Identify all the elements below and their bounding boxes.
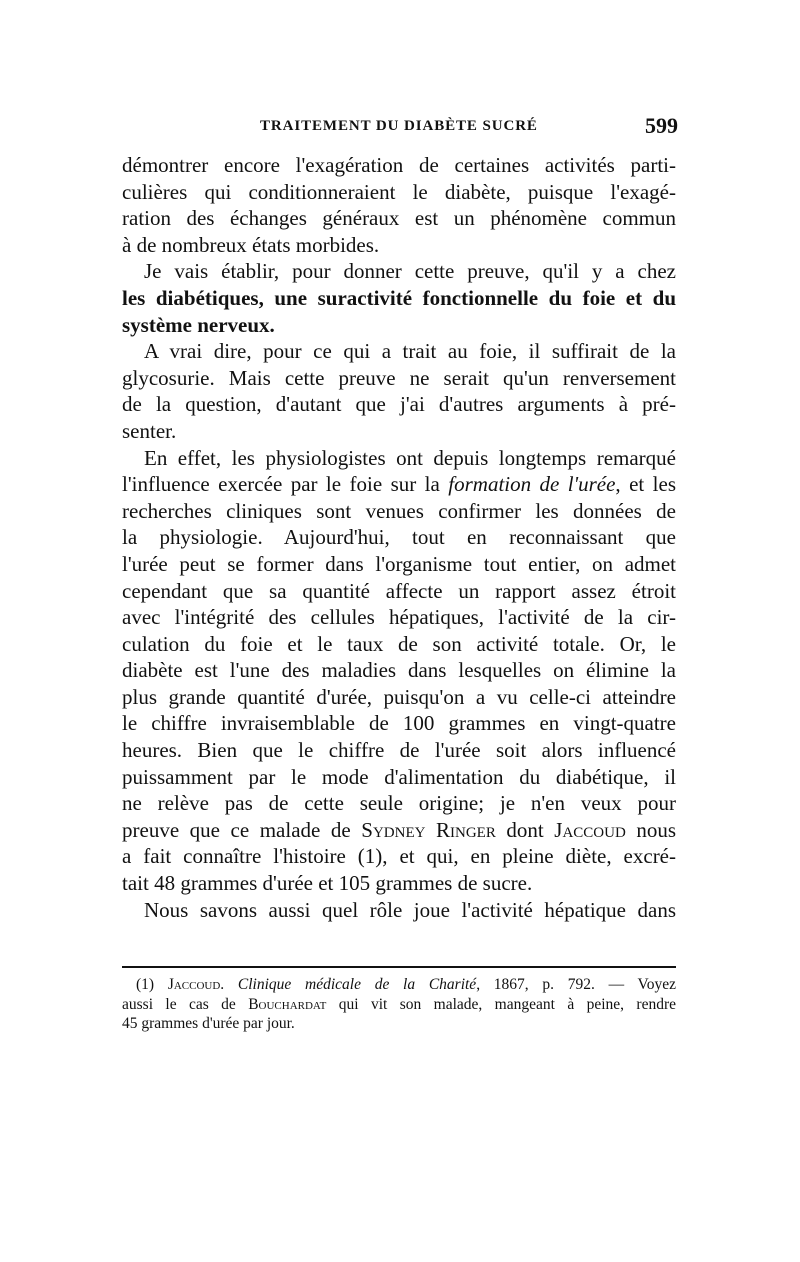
text-line: preuve que ce malade de Sydney Ringer dont Jaccoud nous xyxy=(122,817,676,842)
text-line: En effet, les physiologistes ont depuis longtemps remarqué xyxy=(144,445,676,470)
text-line: démontrer encore l'exagération de certaines activités parti- xyxy=(122,153,676,177)
text-line: tait 48 grammes d'urée et 105 grammes de sucre. xyxy=(122,871,533,896)
text-line: puissamment par le mode d'alimentation du diabétique, il xyxy=(122,764,676,789)
text-line: ne relève pas de cette seule origine; je n'en veux pour xyxy=(122,791,676,816)
text-line: Nous savons aussi quel rôle joue l'activité hépatique dans xyxy=(144,897,676,922)
footnote xyxy=(122,975,676,1034)
work-title: Clinique médicale de la Charité xyxy=(237,976,477,993)
author-name: Jaccoud xyxy=(554,817,626,842)
text-line: Je vais établir, pour donner cette preuve, qu'il y a chez xyxy=(144,259,676,284)
text-line: ration des échanges généraux est un phénomène commun xyxy=(122,206,676,231)
text-line: a fait connaître l'histoire (1), et qui, en pleine diète, excré- xyxy=(122,844,676,869)
text-line: système nerveux. xyxy=(122,312,275,337)
running-title: TRAITEMENT DU DIABÈTE SUCRÉ xyxy=(260,118,538,134)
text-line: les diabétiques, une suractivité fonctionnelle du foie et du xyxy=(122,285,676,310)
author-name: Sydney Ringer xyxy=(361,817,496,842)
page-number: 599 xyxy=(645,113,678,138)
text-line: glycosurie. Mais cette preuve ne serait qu'un renversement xyxy=(122,365,676,390)
text-line: cependant que sa quantité affecte un rapport assez étroit xyxy=(122,578,676,603)
text-line: la physiologie. Aujourd'hui, tout en reconnaissant que xyxy=(122,525,676,550)
text-line: senter. xyxy=(122,418,177,443)
text-line: l'influence exercée par le foie sur la formation de l'urée, et les xyxy=(122,472,677,497)
text-line: culation du foie et le taux de son activité totale. Or, le xyxy=(122,631,676,656)
italic-term: formation de l'urée xyxy=(448,472,616,497)
page-header xyxy=(122,112,680,142)
text-line: A vrai dire, pour ce qui a trait au foie, il suffirait de la xyxy=(144,339,676,364)
text-line: diabète est l'une des maladies dans lesquelles on élimine la xyxy=(122,658,676,683)
text-line: le chiffre invraisemblable de 100 grammes en vingt-quatre xyxy=(122,711,676,736)
text-line: plus grande quantité d'urée, puisqu'on a vu celle-ci atteindre xyxy=(122,684,676,709)
text-line: de la question, d'autant que j'ai d'autres arguments à pré- xyxy=(122,392,676,417)
text-line: heures. Bien que le chiffre de l'urée soit alors influencé xyxy=(122,738,676,763)
text-line: avec l'intégrité des cellules hépatiques, l'activité de la cir- xyxy=(122,605,676,630)
text-line: à de nombreux états morbides. xyxy=(122,232,380,257)
body-text xyxy=(122,152,676,923)
author-name: Bouchardat xyxy=(248,995,327,1013)
footnote-line: 45 grammes d'urée par jour. xyxy=(122,1015,295,1032)
text-line: culières qui conditionneraient le diabète, puisque l'exagé- xyxy=(122,179,676,204)
footnote-line: aussi le cas de Bouchardat qui vit son malade, mangeant à peine, rendre xyxy=(122,995,677,1013)
author-name: Jaccoud xyxy=(167,976,221,993)
footnote-line: (1) Jaccoud. Clinique médicale de la Charité, 1867, p. 792. — Voyez xyxy=(136,976,677,993)
text-line: l'urée peut se former dans l'organisme tout entier, on admet xyxy=(122,551,676,576)
footnote-rule xyxy=(122,966,676,968)
text-line: recherches cliniques sont venues confirmer les données de xyxy=(122,498,676,523)
